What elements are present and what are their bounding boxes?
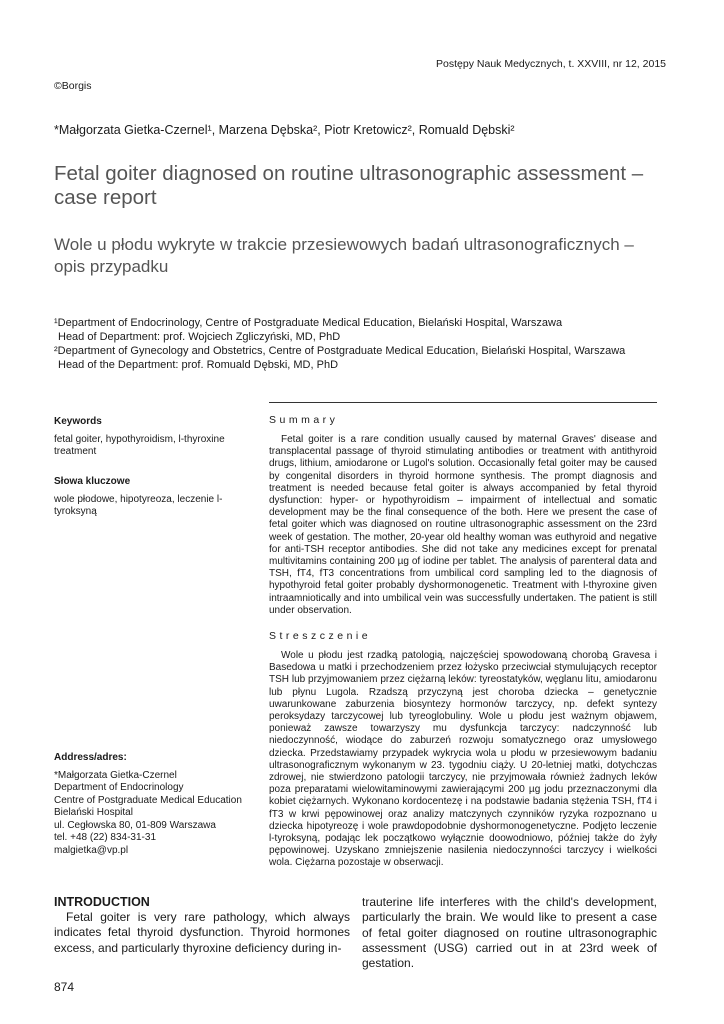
streszczenie-heading: Streszczenie <box>269 630 372 642</box>
introduction-heading: INTRODUCTION <box>54 895 150 909</box>
affiliation-line: ¹Department of Endocrinology, Centre of Postgraduate Medical Education, Bielański Hospital, Warszawa <box>54 317 563 329</box>
publisher-mark: ©Borgis <box>54 80 92 92</box>
article-title-polish: Wole u płodu wykryte w trakcie przesiewowych badań ultrasonograficznych – opis przypadku <box>54 235 634 276</box>
slowa-kluczowe-heading: Słowa kluczowe <box>54 476 131 487</box>
summary-heading: Summary <box>269 414 339 426</box>
keywords-heading: Keywords <box>54 416 102 427</box>
address-line: *Małgorzata Gietka-Czernel <box>54 769 177 781</box>
journal-reference: Postępy Nauk Medycznych, t. XXVIII, nr 12, 2015 <box>436 58 666 70</box>
affiliations <box>54 316 674 372</box>
keywords-text: fetal goiter, hypothyroidism, l-thyroxine treatment <box>54 433 225 457</box>
address-line: Centre of Postgraduate Medical Education <box>54 794 242 806</box>
address-line: Bielański Hospital <box>54 807 133 818</box>
introduction-left-column: Fetal goiter is very rare pathology, which always indicates fetal thyroid dysfunction. Thyroid hormones excess, and particularly thyroxine deficiency during in- <box>54 910 350 955</box>
affiliation-line: ²Department of Gynecology and Obstetrics, Centre of Postgraduate Medical Education, Bielański Hospital, Warszawa <box>54 345 626 357</box>
slowa-kluczowe-text: wole płodowe, hipotyreoza, leczenie l-tyroksyną <box>54 493 223 517</box>
page-number: 874 <box>54 980 75 994</box>
summary-text: Fetal goiter is a rare condition usually caused by maternal Graves' disease and transplacental passage of thyroid stimulating antibodies or treatment with antithyroid drugs, lithium, amiodarone or Lugol's solution. Occasionally fetal goiter may be caused by congenital disorders in thyroid hormone synthesis. The prompt diagnosis and treatment is needed because fetal goiter is always accompanied by fetal thyroid dysfunction: hyper- or hypothyroidism – impairment of intellectual and somatic development may be the final consequence of the both. Here we present the case of fetal goiter which was diagnosed on routine ultrasonographic assessment on the 23rd week of gestation. The mother, 20-year old healthy woman was euthyroid and negative for anti-TSH receptor antibodies. She did not take any medicines except for prenatal multivitamins containing 200 µg of iodine per tablet. The analysis of parenteral data and TSH, fT4, fT3 concentrations from umbilical cord sampling led to the diagnosis of hypothyroid fetal goiter probably dyshormonogenetic. Treatment with l-thyroxine given intraamniotically and into umbilical vein was successfully undertaken. The patient is still under observation. <box>269 434 657 616</box>
address-line: tel. +48 (22) 834-31-31 <box>54 832 157 843</box>
address-block <box>54 752 244 857</box>
affiliation-line: Head of the Department: prof. Romuald Dębski, MD, PhD <box>58 359 339 371</box>
keywords-block <box>54 416 244 459</box>
author-list: *Małgorzata Gietka-Czernel¹, Marzena Dębska², Piotr Kretowicz², Romuald Dębski² <box>54 123 515 137</box>
address-email: malgietka@vp.pl <box>54 844 129 856</box>
address-line: Department of Endocrinology <box>54 782 184 793</box>
slowa-kluczowe-block <box>54 476 244 519</box>
streszczenie-text: Wole u płodu jest rzadką patologią, najczęściej spowodowaną chorobą Gravesa i Basedowa u matki i przechodzeniem przez łożysko przeciwciał stymulujących receptor TSH lub przyjmowaniem przez ciężarną leków: tyreostatyków, węglanu litu, amiodaronu lub płynu Lugola. Rzadszą przyczyną jest choroba dziecka – genetycznie uwarunkowane zaburzenia biosyntezy hormonów tarczycy, np. defekt syntezy peroksydazy tarczycowej lub tyreoglobuliny. Wole u płodu jest ważnym objawem, ponieważ zawsze towarzyszy mu dysfunkcja tarczycy: nadczynność lub niedoczynność, wiodące do zaburzeń rozwoju somatycznego oraz umysłowego dziecka. Przedstawiamy przypadek wykrycia wola u płodu w przesiewowym badaniu ultrasonograficznym wykonanym w 23. tygodniu ciąży. U 20-letniej matki, dotychczas zdrowej, nie stwierdzono patologii tarczycy, nie przyjmowała również żadnych leków poza preparatami wielowitaminowymi zawierającymi 200 µg jodu przeznaczonymi dla kobiet ciężarnych. Wykonano kordocentezę i na podstawie badania stężenia TSH, fT4 i fT3 w krwi pępowinowej oraz analizy matczynych czynników ryzyka rozpoznano u dziecka hipotyreozę i wole prawdopodobnie dyshormonogenetyczne. Podjęto leczenie l-tyroksyną, podając lek początkowo wyłącznie doowodniowo, później także do żyły pępowinowej. Uzyskano zmniejszenie nasilenia niedoczynności tarczycy i wielkości wola. Ciężarna pozostaje w obserwacji. <box>269 650 657 869</box>
address-heading: Address/adres: <box>54 752 127 763</box>
article-title-english: Fetal goiter diagnosed on routine ultrasonographic assessment – case report <box>54 162 644 209</box>
introduction-right-column: trauterine life interferes with the child's development, particularly the brain. We would like to present a case of fetal goiter diagnosed on routine ultrasonographic assessment (USG) carried out in at 23rd week of gestation. <box>362 895 657 971</box>
divider <box>269 402 657 403</box>
address-line: ul. Cegłowska 80, 01-809 Warszawa <box>54 819 216 831</box>
affiliation-line: Head of Department: prof. Wojciech Zgliczyński, MD, PhD <box>58 331 341 343</box>
